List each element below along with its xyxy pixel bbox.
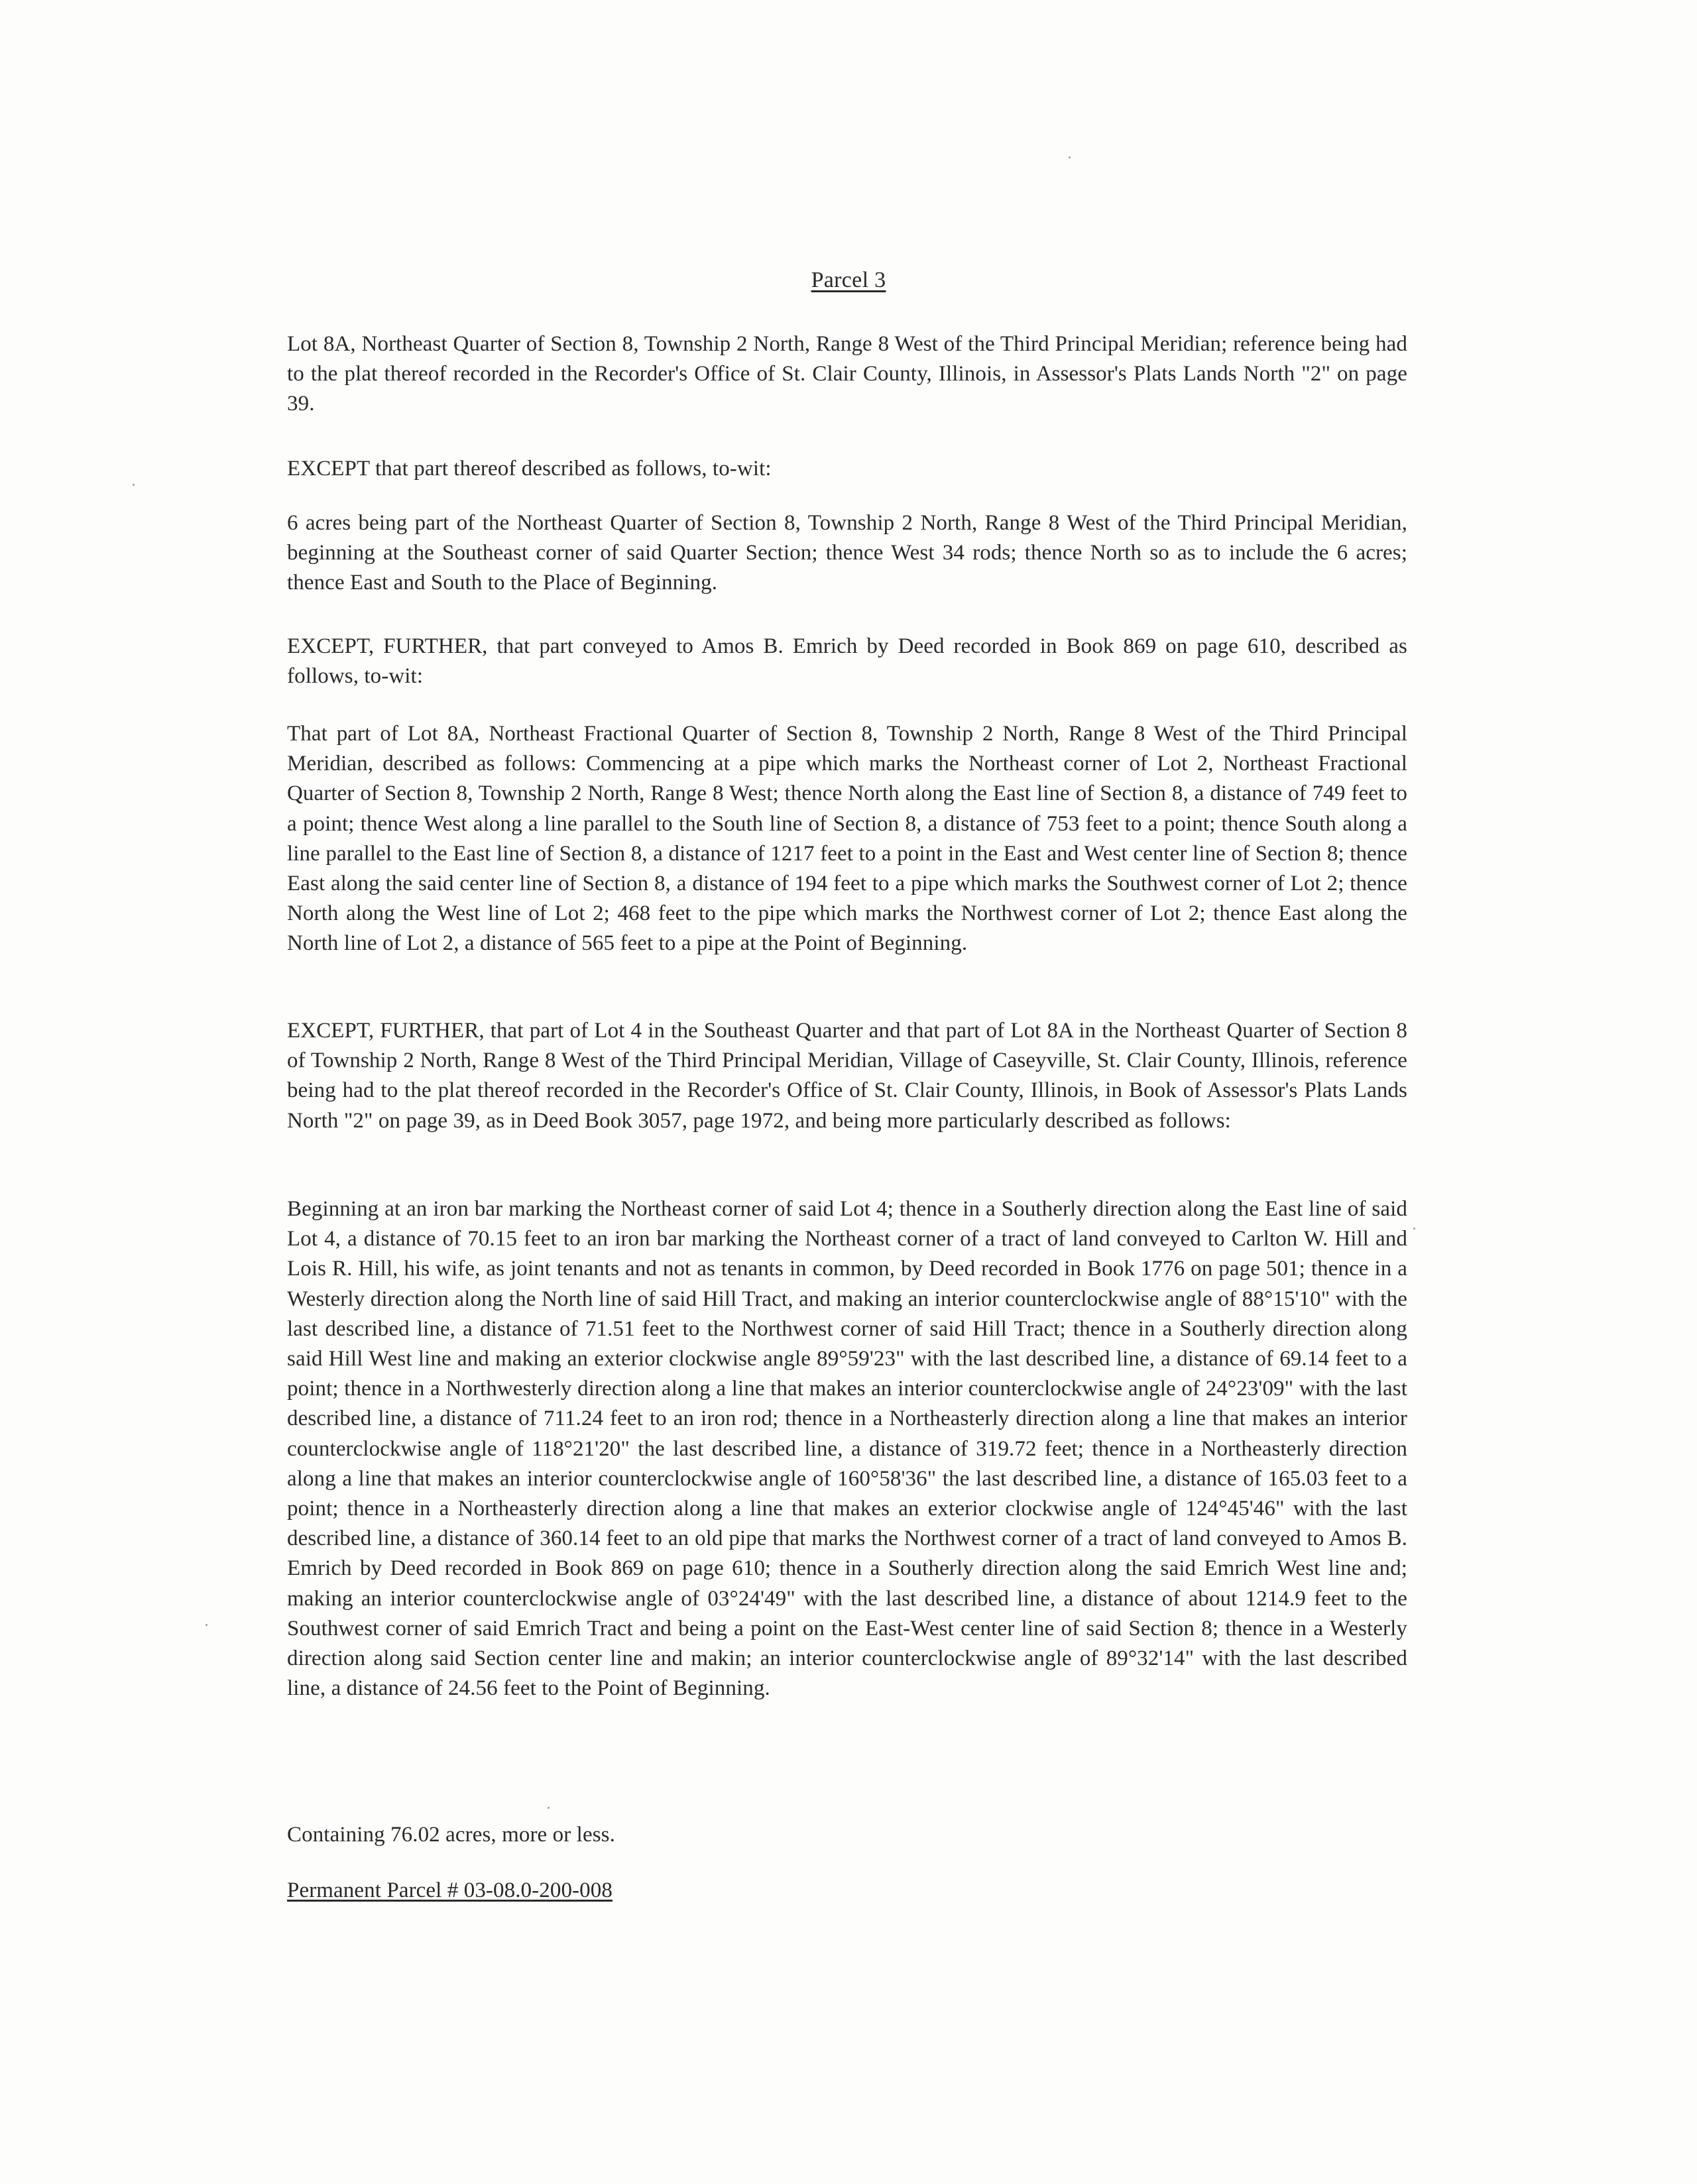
six-acre-exception-paragraph: 6 acres being part of the Northeast Quarter of Section 8, Township 2 North, Range 8 West of the Third Principal Meridian, beginning at the Southeast corner of said Quarter Section; thence West 34 rods; thence North so as to include the 6 acres; thence East and South to the Place of Beginning. bbox=[287, 511, 1407, 595]
document-title: Parcel 3 bbox=[811, 268, 886, 292]
lot-2-description-paragraph: That part of Lot 8A, Northeast Fractional Quarter of Section 8, Township 2 North, Range 8 West of the Third Principal Meridian, described as follows: Commencing at a pipe which marks the Northeast corner of Lot 2, Northeast Fractional Quarter of Section 8, Township 2 North, Range 8 West; thence North along the East line of Section 8, a distance of 749 feet to a point; thence West along a line parallel to the South line of Section 8, a distance of 753 feet to a point; thence South along a line parallel to the East line of Section 8, a distance of 1217 feet to a point in the East and West center line of Section 8; thence East along the said center line of Section 8, a distance of 194 feet to a pipe which marks the Southwest corner of Lot 2; thence North along the West line of Lot 2; 468 feet to the pipe which marks the Northwest corner of Lot 2; thence East along the North line of Lot 2, a distance of 565 feet to a pipe at the Point of Beginning. bbox=[287, 722, 1407, 956]
scan-speck bbox=[133, 484, 135, 486]
permanent-parcel-number: Permanent Parcel # 03-08.0-200-008 bbox=[287, 1878, 613, 1902]
scan-speck bbox=[205, 1624, 207, 1626]
lot-4-exception-paragraph: EXCEPT, FURTHER, that part of Lot 4 in the Southeast Quarter and that part of Lot 8A in the Northeast Quarter of Section 8 of Township 2 North, Range 8 West of the Third Principal Meridian, Village of Caseyville, St. Clair County, Illinois, reference being had to the plat thereof recorded in the Recorder's Office of St. Clair County, Illinois, in Book of Assessor's Plats Lands North "2" on page 39, as in Deed Book 3057, page 1972, and being more particularly described as follows: bbox=[287, 1019, 1407, 1133]
scan-speck bbox=[548, 1807, 550, 1809]
exception-intro-paragraph: EXCEPT that part thereof described as follows, to-wit: bbox=[287, 457, 772, 481]
boundary-description-paragraph: Beginning at an iron bar marking the Northeast corner of said Lot 4; thence in a Southerly direction along the East line of said Lot 4, a distance of 70.15 feet to an iron bar marking the Northeast corner of a tract of land conveyed to Carlton W. Hill and Lois R. Hill, his wife, as joint tenants and not as tenants in common, by Deed recorded in Book 1776 on page 501; thence in a Westerly direction along the North line of said Hill Tract, and making an interior counterclockwise angle of 88°15'10" with the last described line, a distance of 71.51 feet to the Northwest corner of said Hill Tract; thence in a Southerly direction along said Hill West line and making an exterior clockwise angle 89°59'23" with the last described line, a distance of 69.14 feet to a point; thence in a Northwesterly direction along a line that makes an interior counterclockwise angle of 24°23'09" with the last described line, a distance of 711.24 feet to an iron rod; thence in a Northeasterly direction along a line that makes an interior counterclockwise angle of 118°21'20" the last described line, a distance of 319.72 feet; thence in a Northeasterly direction along a line that makes an interior counterclockwise angle of 160°58'36" the last described line, a distance of 165.03 feet to a point; thence in a Northeasterly direction along a line that makes an exterior clockwise angle of 124°45'46" with the last described line, a distance of 360.14 feet to an old pipe that marks the Northwest corner of a tract of land conveyed to Amos B. Emrich by Deed recorded in Book 869 on page 610; thence in a Southerly direction along the said Emrich West line and; making an interior counterclockwise angle of 03°24'49" with the last described line, a distance of about 1214.9 feet to the Southwest corner of said Emrich Tract and being a point on the East-West center line of said Section 8; thence in a Westerly direction along said Section center line and makin; an interior counterclockwise angle of 89°32'14" with the last described line, a distance of 24.56 feet to the Point of Beginning. bbox=[287, 1197, 1407, 1701]
acreage-statement: Containing 76.02 acres, more or less. bbox=[287, 1823, 615, 1847]
scan-speck bbox=[1413, 1228, 1415, 1230]
scan-speck bbox=[1069, 156, 1071, 158]
emrich-exception-intro-paragraph: EXCEPT, FURTHER, that part conveyed to Amos B. Emrich by Deed recorded in Book 869 on page 610, described as follows, to-wit: bbox=[287, 634, 1407, 689]
parcel-description-paragraph: Lot 8A, Northeast Quarter of Section 8, Township 2 North, Range 8 West of the Third Principal Meridian; reference being had to the plat thereof recorded in the Recorder's Office of St. Clair County, Illinois, in Assessor's Plats Lands North "2" on page 39. bbox=[287, 332, 1407, 416]
